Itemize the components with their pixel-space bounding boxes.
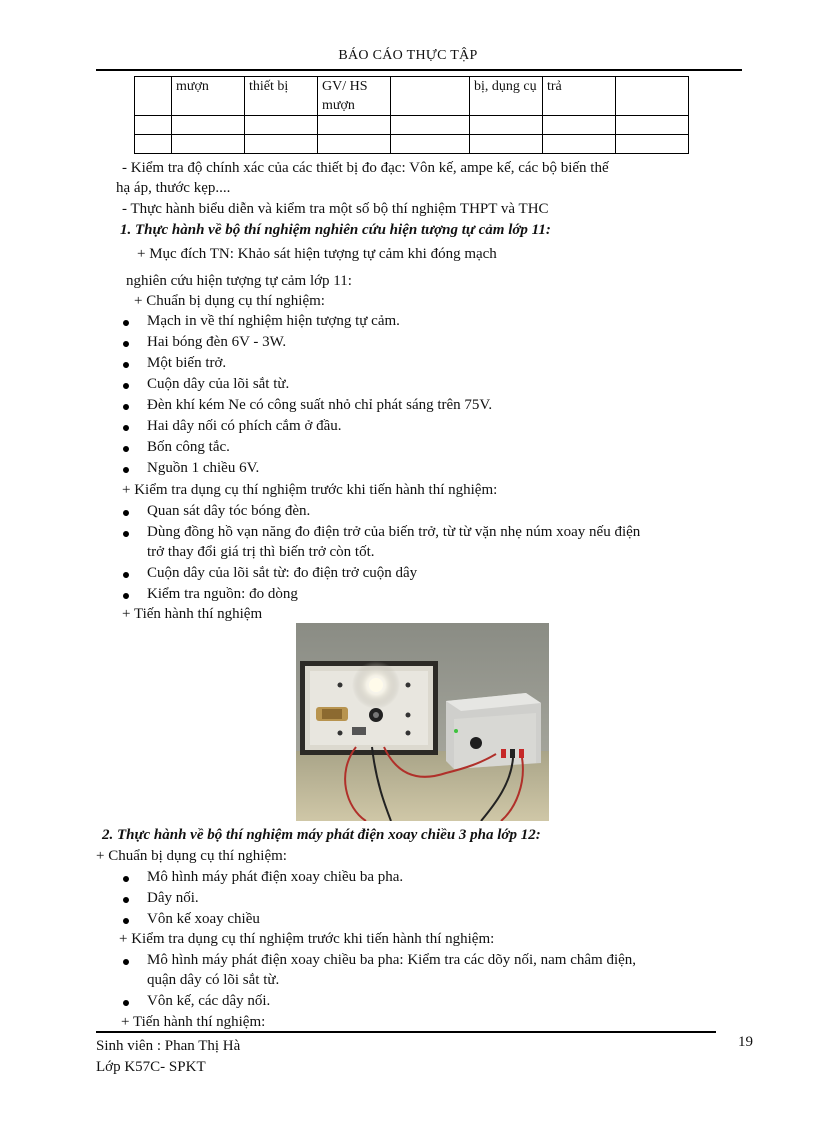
bullet-icon — [123, 593, 129, 599]
table-cell — [391, 135, 470, 154]
table-cell: thiết bị — [245, 77, 318, 116]
bullet-icon — [123, 876, 129, 882]
list-item: Quan sát dây tóc bóng đèn. — [147, 503, 311, 519]
bullet-icon — [123, 918, 129, 924]
page-number: 19 — [738, 1034, 753, 1050]
list-item: Vôn kế xoay chiều — [147, 911, 260, 927]
footer-student: Sinh viên : Phan Thị Hà — [96, 1038, 241, 1054]
table-cell — [616, 135, 689, 154]
bullet-icon — [123, 572, 129, 578]
table-cell — [616, 116, 689, 135]
table-cell — [318, 135, 391, 154]
bullet-icon — [123, 341, 129, 347]
list-item: Vôn kế, các dây nối. — [147, 993, 271, 1009]
section-1-prepare: + Chuẩn bị dụng cụ thí nghiệm: — [134, 293, 325, 309]
section-2-proceed: + Tiến hành thí nghiệm: — [121, 1014, 266, 1030]
list-item: Mạch in về thí nghiệm hiện tượng tự cảm. — [147, 313, 400, 329]
table-cell — [391, 77, 470, 116]
list-item-cont: trở thay đổi giá trị thì biến trở còn tốt. — [147, 544, 375, 560]
bullet-icon — [123, 510, 129, 516]
table-cell — [135, 135, 172, 154]
table-cell — [245, 135, 318, 154]
bullet-icon — [123, 897, 129, 903]
intro-line-2: - Thực hành biểu diễn và kiểm tra một số bộ thí nghiệm THPT và THC — [122, 201, 549, 217]
list-item: Hai dây nối có phích cắm ở đầu. — [147, 418, 342, 434]
table-cell — [470, 135, 543, 154]
table-cell: bị, dụng cụ — [470, 77, 543, 116]
table-cell — [135, 77, 172, 116]
bullet-icon — [123, 1000, 129, 1006]
section-1-check: + Kiểm tra dụng cụ thí nghiệm trước khi tiến hành thí nghiệm: — [122, 482, 498, 498]
bullet-icon — [123, 425, 129, 431]
table-cell — [245, 116, 318, 135]
list-item: Hai bóng đèn 6V - 3W. — [147, 334, 287, 350]
bullet-icon — [123, 959, 129, 965]
table-row — [135, 77, 689, 116]
footer-class: Lớp K57C- SPKT — [96, 1059, 206, 1075]
list-item: Cuộn dây của lõi sắt từ. — [147, 376, 290, 392]
list-item: Dây nối. — [147, 890, 199, 906]
table-row — [135, 135, 689, 154]
section-2-check: + Kiểm tra dụng cụ thí nghiệm trước khi tiến hành thí nghiệm: — [119, 931, 495, 947]
experiment-photo — [296, 623, 549, 821]
table-cell — [135, 116, 172, 135]
table-cell — [172, 135, 245, 154]
list-item: Cuộn dây của lõi sắt từ: đo điện trở cuộn dây — [147, 565, 418, 581]
intro-line-1: - Kiểm tra độ chính xác của các thiết bị đo đạc: Vôn kế, ampe kế, các bộ biến thế — [122, 160, 609, 176]
table-cell: mượn — [172, 77, 245, 116]
list-item: Mô hình máy phát điện xoay chiều ba pha: Kiểm tra các dõy nối, nam châm điện, — [147, 952, 637, 968]
table-cell — [391, 116, 470, 135]
table-cell — [616, 77, 689, 116]
section-1-proceed: + Tiến hành thí nghiệm — [122, 606, 263, 622]
list-item: Dùng đồng hồ vạn năng đo điện trở của biến trở, từ từ vặn nhẹ núm xoay nếu điện — [147, 524, 641, 540]
list-item-cont: quận dây có lõi sắt từ. — [147, 972, 280, 988]
list-item: Mô hình máy phát điện xoay chiều ba pha. — [147, 869, 404, 885]
list-item: Một biến trở. — [147, 355, 227, 371]
table-cell: GV/ HS mượn — [318, 77, 391, 116]
bullet-icon — [123, 531, 129, 537]
section-1-purpose: + Mục đích TN: Khảo sát hiện tượng tự cảm khi đóng mạch — [137, 246, 497, 262]
table-cell — [543, 135, 616, 154]
table-cell — [470, 116, 543, 135]
table-cell — [318, 116, 391, 135]
header-rule — [96, 69, 742, 71]
bullet-icon — [123, 467, 129, 473]
list-item: Bốn công tắc. — [147, 439, 230, 455]
bullet-icon — [123, 404, 129, 410]
equipment-table — [134, 76, 689, 154]
bullet-icon — [123, 446, 129, 452]
section-1-purpose-cont: nghiên cứu hiện tượng tự cảm lớp 11: — [126, 273, 352, 289]
footer-rule — [96, 1031, 716, 1033]
table-cell — [172, 116, 245, 135]
section-1-heading: 1. Thực hành về bộ thí nghiệm nghiên cứu hiện tượng tự cảm lớp 11: — [120, 222, 551, 238]
list-item: Nguồn 1 chiều 6V. — [147, 460, 260, 476]
intro-line-1-cont: hạ áp, thước kẹp.... — [116, 180, 231, 196]
section-2-heading: 2. Thực hành về bộ thí nghiệm máy phát điện xoay chiều 3 pha lớp 12: — [102, 827, 541, 843]
bullet-icon — [123, 383, 129, 389]
bullet-icon — [123, 362, 129, 368]
list-item: Đèn khí kém Ne có công suất nhỏ chỉ phát sáng trên 75V. — [147, 397, 493, 413]
page-header-title: BÁO CÁO THỰC TẬP — [338, 48, 478, 63]
table-row — [135, 116, 689, 135]
bullet-icon — [123, 320, 129, 326]
table-cell — [543, 116, 616, 135]
table-cell: trả — [543, 77, 616, 116]
section-2-prepare: + Chuẩn bị dụng cụ thí nghiệm: — [96, 848, 287, 864]
list-item: Kiểm tra nguồn: đo dòng — [147, 586, 298, 602]
